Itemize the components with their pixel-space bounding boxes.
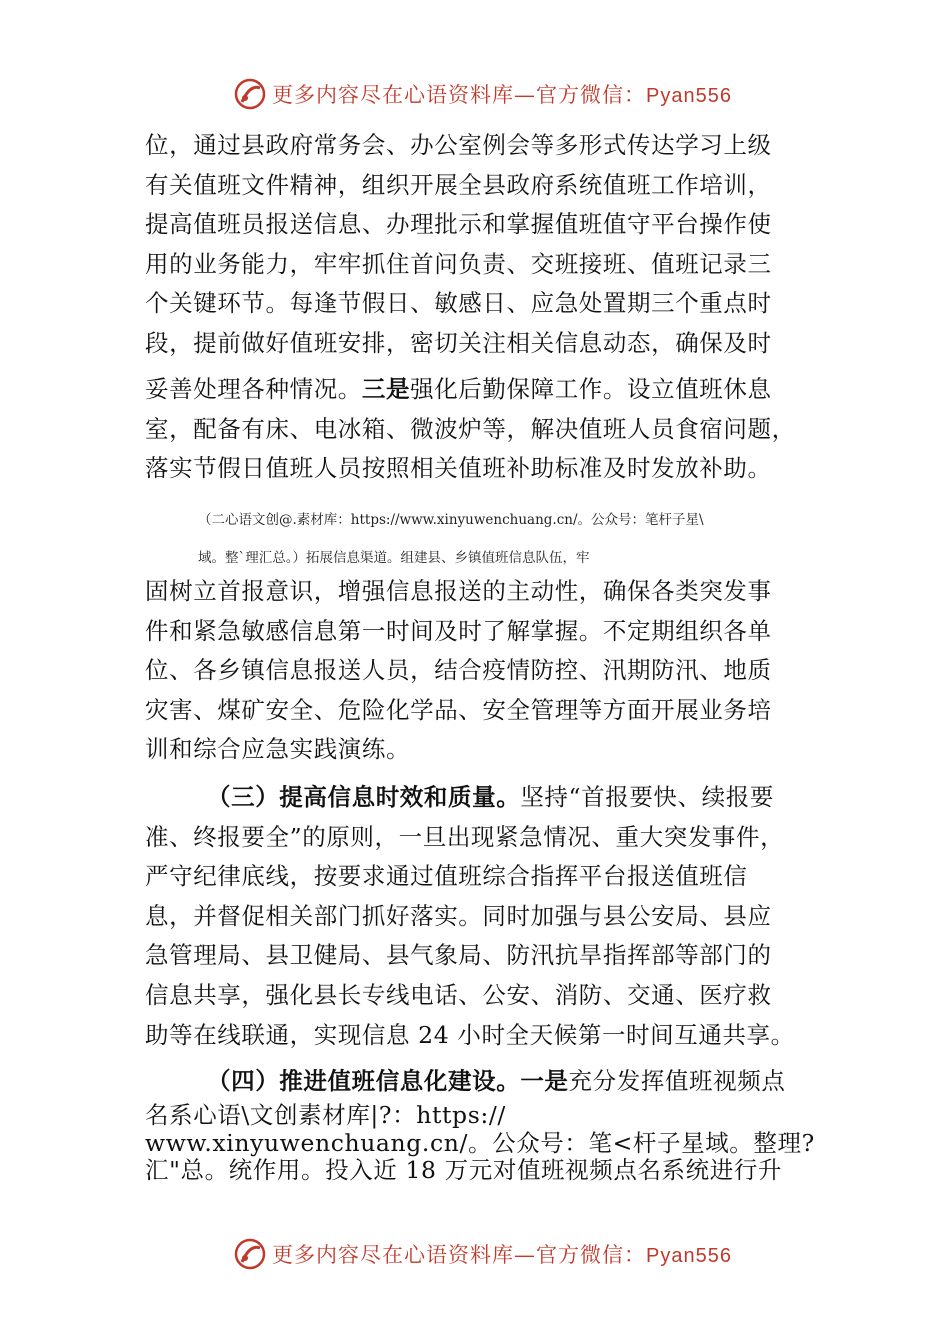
text-line: 灾害、煤矿安全、危险化学品、安全管理等方面开展业务培	[145, 695, 772, 724]
watermark-line-1: （二心语文创@.素材库：https://www.xinyuwenchuang.cn/。公众号：笔杆子星\	[198, 512, 704, 528]
text-line: 信息共享，强化县长专线电话、公安、消防、交通、医疗救	[145, 980, 772, 1009]
section-heading: （三）提高信息时效和质量。	[207, 783, 521, 811]
text-line	[145, 370, 825, 410]
header-banner-wechat: Pyan556	[646, 85, 732, 107]
section-heading: （四）推进值班信息化建设。	[207, 1067, 521, 1095]
text-line: 位、各乡镇信息报送人员，结合疫情防控、汛期防汛、地质	[145, 656, 772, 685]
text-line: www.xinyuwenchuang.cn/。公众号：笔<杆子星域。整理?	[145, 1128, 815, 1157]
text-segment: 强化后勤保障工作。设立值班休息	[410, 375, 772, 403]
text-line: 训和综合应急实践演练。	[145, 735, 411, 764]
text-line: 位，通过县政府常务会、办公室例会等多形式传达学习上级	[145, 131, 772, 159]
text-line: 息，并督促相关部门抓好落实。同时加强与县公安局、县应	[145, 901, 772, 930]
text-line: 准、终报要全”的原则，一旦出现紧急情况、重大突发事件，	[145, 822, 785, 851]
paragraph-2	[145, 370, 825, 489]
header-banner-main: 更多内容尽在心语资料库—官方微信：	[272, 83, 646, 107]
text-segment: 充分发挥值班视频点	[568, 1067, 786, 1095]
footer-banner	[232, 1234, 732, 1274]
paragraph-1	[145, 126, 825, 364]
watermark-line-2: 域。整`理汇总。）拓展信息渠道。组建县、乡镇值班信息队伍，牢	[198, 550, 590, 566]
footer-banner-wechat: Pyan556	[646, 1245, 732, 1267]
text-line: 个关键环节。每逢节假日、敏感日、应急处置期三个重点时	[145, 289, 772, 318]
text-line	[145, 778, 825, 818]
text-line: 汇"总。统作用。投入近 18 万元对值班视频点名系统进行升	[145, 1156, 783, 1184]
text-line: 件和紧急敏感信息第一时间及时了解掌握。不定期组织各单	[145, 616, 772, 645]
text-line: 落实节假日值班人员按照相关值班补助标准及时发放补助。	[145, 454, 772, 483]
paragraph-5-continued	[145, 1102, 825, 1185]
text-line: 急管理局、县卫健局、县气象局、防汛抗旱指挥部等部门的	[145, 941, 772, 970]
text-segment: 坚持“首报要快、续报要	[520, 783, 774, 811]
text-segment: 妥善处理各种情况。	[145, 375, 362, 403]
footer-banner-main: 更多内容尽在心语资料库—官方微信：	[272, 1243, 646, 1267]
footer-banner-text	[272, 1239, 732, 1269]
text-line	[145, 1062, 825, 1102]
text-line: 名系心语\文创素材库|?：https://	[145, 1101, 506, 1129]
text-line: 段，提前做好值班安排，密切关注相关信息动态，确保及时	[145, 328, 772, 357]
text-line: 助等在线联通，实现信息 24 小时全天候第一时间互通共享。	[145, 1020, 795, 1049]
brush-logo-icon	[232, 1236, 268, 1272]
text-line: 严守纪律底线，按要求通过值班综合指挥平台报送值班信	[145, 862, 748, 891]
header-banner	[232, 74, 732, 114]
text-line: 有关值班文件精神，组织开展全县政府系统值班工作培训，	[145, 170, 772, 199]
text-line: 提高值班员报送信息、办理批示和掌握值班值守平台操作使	[145, 210, 772, 239]
text-line: 用的业务能力，牢牢抓住首问负责、交班接班、值班记录三	[145, 249, 772, 278]
bold-marker: 三是	[361, 375, 411, 403]
text-line: 室，配备有床、电冰箱、微波炉等，解决值班人员食宿问题，	[145, 414, 796, 443]
bold-marker: 一是	[520, 1067, 569, 1095]
brush-logo-icon	[232, 76, 268, 112]
paragraph-5	[145, 1062, 825, 1102]
text-line: 固树立首报意识，增强信息报送的主动性，确保各类突发事	[145, 577, 772, 605]
paragraph-4	[145, 778, 825, 1055]
header-banner-text	[272, 79, 732, 109]
paragraph-3	[145, 572, 825, 770]
